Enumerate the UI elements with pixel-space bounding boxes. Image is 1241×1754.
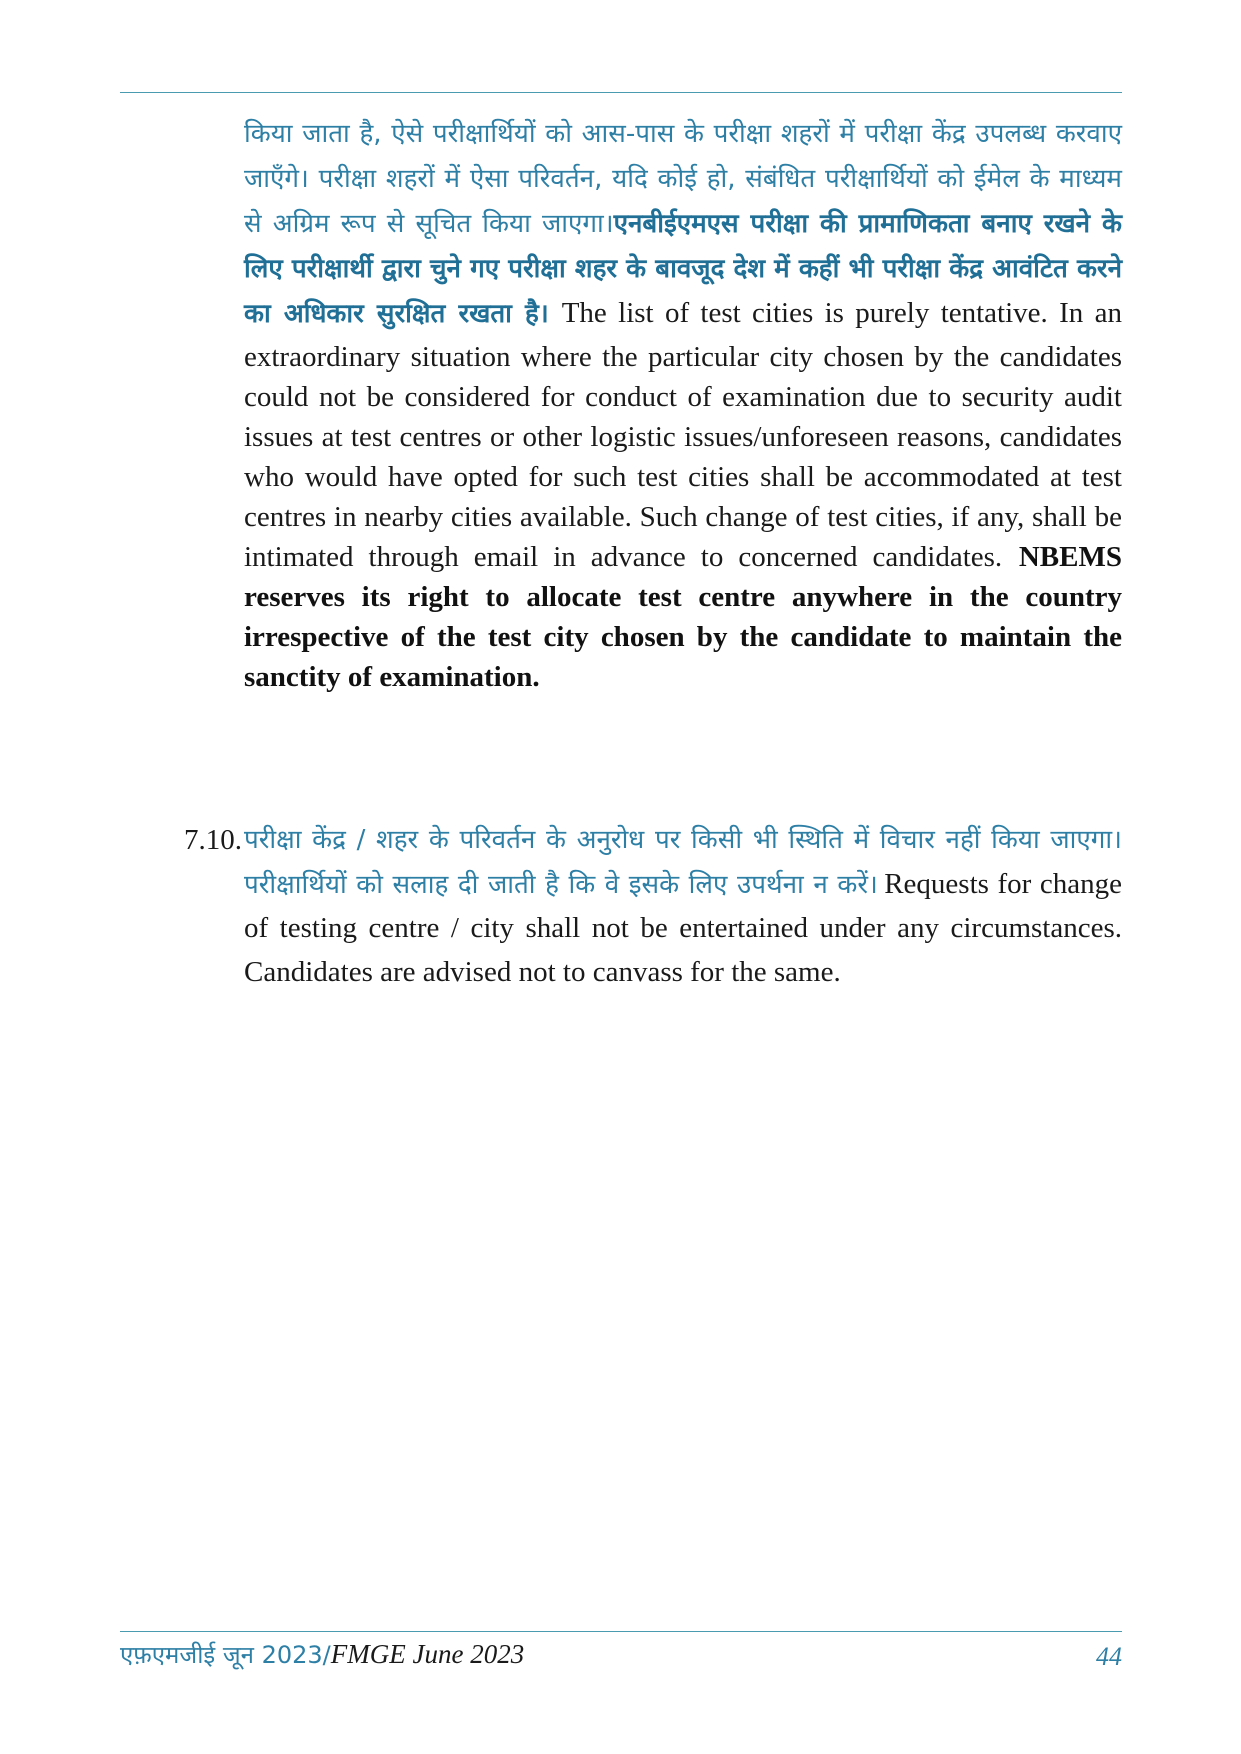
section-7-10-number: 7.10. (184, 824, 242, 856)
section-7-9-hindi-text: किया जाता है, ऐसे परीक्षार्थियों को आस-पास के परीक्षा शहरों में परीक्षा केंद्र उपलब्ध करवाए जाएँगे। परीक्षा शहरों में ऐसा परिवर्तन, यदि कोई हो, संबंधित परीक्षार्थियों को ईमेल के माध्यम से अग्रिम रूप से सूचित किया जाएगा। (244, 119, 1122, 239)
page-number: 44 (1096, 1642, 1122, 1671)
footer-english-title: FMGE June 2023 (330, 1639, 525, 1669)
section-7-10-hindi-text: परीक्षा केंद्र / शहर के परिवर्तन के अनुरोध पर किसी भी स्थिति में विचार नहीं किया जाएगा। परीक्षार्थियों को सलाह दी जाती है कि वे इसके लिए उपर्थना न करें। (244, 825, 1122, 900)
section-7-9-english-bold-text: NBEMS reserves its right to allocate test centre anywhere in the country irrespective of the test city chosen by the candidate to maintain the sanctity of examination. (244, 541, 1122, 693)
section-7-9-hindi-bold-text: एनबीईएमएस परीक्षा की प्रामाणिकता बनाए रखने के लिए परीक्षार्थी द्वारा चुने गए परीक्षा शहर के बावजूद देश में कहीं भी परीक्षा केंद्र आवंटित करने का अधिकार सुरक्षित रखता है। (244, 209, 1122, 329)
footer-title (120, 1636, 524, 1673)
section-7-9-english-text: The list of test cities is purely tentative. In an extraordinary situation where the particular city chosen by the candidates could not be considered for conduct of examination due to security audit issues at test centres or other logistic issues/unforeseen reasons, candidates who would have opted for such test cities shall be accommodated at test centres in nearby cities available. Such change of test cities, if any, shall be intimated through email in advance to concerned candidates. (244, 297, 1122, 573)
footer-hindi-title: एफ़एमजीई जून 2023/ (120, 1641, 331, 1669)
footer-rule (120, 1631, 1122, 1632)
section-7-9-paragraph (244, 112, 1122, 697)
section-7-10-paragraph (244, 818, 1122, 996)
section-7-10-english-text: Requests for change of testing centre / city shall not be entertained under any circumstances. Candidates are advised not to canvass for the same. (244, 868, 1122, 988)
header-rule (120, 92, 1122, 93)
